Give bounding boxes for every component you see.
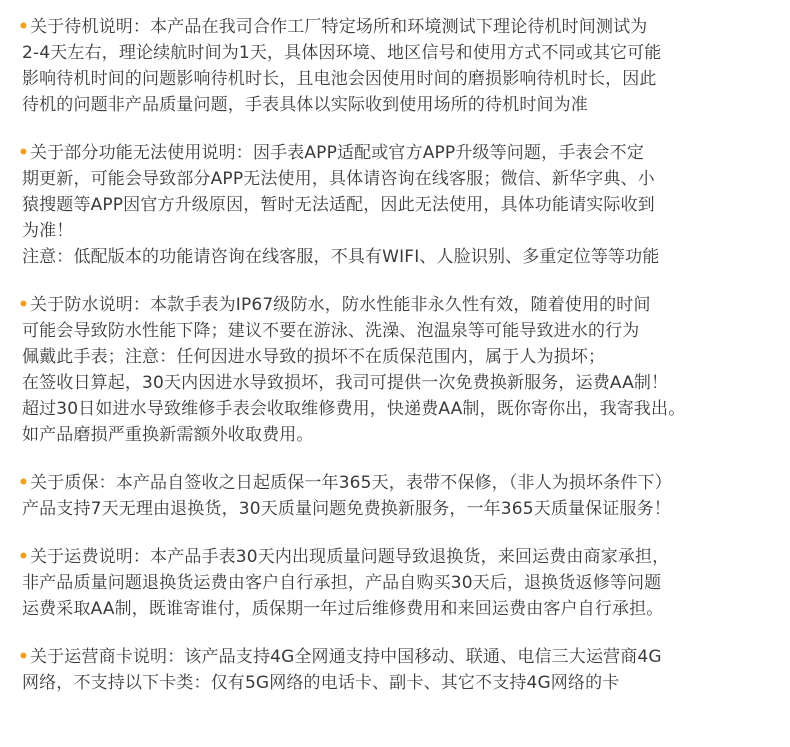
text-line: 待机的问题非产品质量问题，手表具体以实际收到使用场所的待机时间为准	[22, 95, 588, 115]
bullet-icon: •	[18, 647, 30, 667]
text-line: •关于待机说明：本产品在我司合作工厂特定场所和环境测试下理论待机时间测试为	[22, 14, 790, 40]
text-line: •关于防水说明：本款手表为IP67级防水，防水性能非永久性有效，随着使用的时间	[22, 292, 790, 318]
feature-notice-section	[18, 140, 790, 270]
text-line: 为准！	[22, 221, 74, 241]
bullet-icon: •	[18, 547, 30, 567]
carrier-card-notice-section	[18, 644, 790, 696]
bullet-icon: •	[18, 143, 30, 163]
text-line: 运费采取AA制，既谁寄谁付，质保期一年过后维修费用和来回运费由客户自行承担。	[22, 599, 664, 619]
text-line: 猿搜题等APP因官方升级原因，暂时无法适配，因此无法使用，具体功能请实际收到	[22, 195, 655, 215]
warranty-notice-section	[18, 470, 790, 522]
text-line: •关于部分功能无法使用说明：因手表APP适配或官方APP升级等问题，手表会不定	[22, 140, 790, 166]
text-line: 网络，不支持以下卡类：仅有5G网络的电话卡、副卡、其它不支持4G网络的卡	[22, 673, 620, 693]
shipping-notice-section	[18, 544, 790, 622]
text-line: •关于运营商卡说明：该产品支持4G全网通支持中国移动、联通、电信三大运营商4G	[22, 644, 790, 670]
text-line: 在签收日算起，30天内因进水导致损坏，我司可提供一次免费换新服务，运费AA制！	[22, 373, 669, 393]
text-line: •关于运费说明：本产品手表30天内出现质量问题导致退换货，来回运费由商家承担，	[22, 544, 790, 570]
bullet-icon: •	[18, 17, 30, 37]
standby-notice-section	[18, 14, 790, 118]
text-line: 期更新，可能会导致部分APP无法使用，具体请咨询在线客服；微信、新华字典、小	[22, 169, 655, 189]
text-line: 超过30日如进水导致维修手表会收取维修费用，快递费AA制，既你寄你出，我寄我出。	[22, 399, 686, 419]
text-line: 影响待机时间的问题影响待机时长，且电池会因使用时间的磨损影响待机时长，因此	[22, 69, 657, 89]
text-line: 非产品质量问题退换货运费由客户自行承担，产品自购买30天后，退换货返修等问题	[22, 573, 662, 593]
text-line: 如产品磨损严重换新需额外收取费用。	[22, 425, 314, 445]
text-line: 佩戴此手表；注意：任何因进水导致的损坏不在质保范围内，属于人为损坏；	[22, 347, 606, 367]
text-line: 可能会导致防水性能下降；建议不要在游泳、洗澡、泡温泉等可能导致进水的行为	[22, 321, 640, 341]
text-line: 2-4天左右，理论续航时间为1天，具体因环境、地区信号和使用方式不同或其它可能	[22, 43, 662, 63]
bullet-icon: •	[18, 473, 30, 493]
waterproof-notice-section	[18, 292, 790, 448]
text-line: 产品支持7天无理由退换货，30天质量问题免费换新服务，一年365天质量保证服务！	[22, 499, 671, 519]
bullet-icon: •	[18, 295, 30, 315]
text-line: 注意：低配版本的功能请咨询在线客服，不具有WIFI、人脸识别、多重定位等等功能	[22, 247, 660, 267]
text-line: •关于质保：本产品自签收之日起质保一年365天，表带不保修，（非人为损坏条件下）	[22, 470, 790, 496]
